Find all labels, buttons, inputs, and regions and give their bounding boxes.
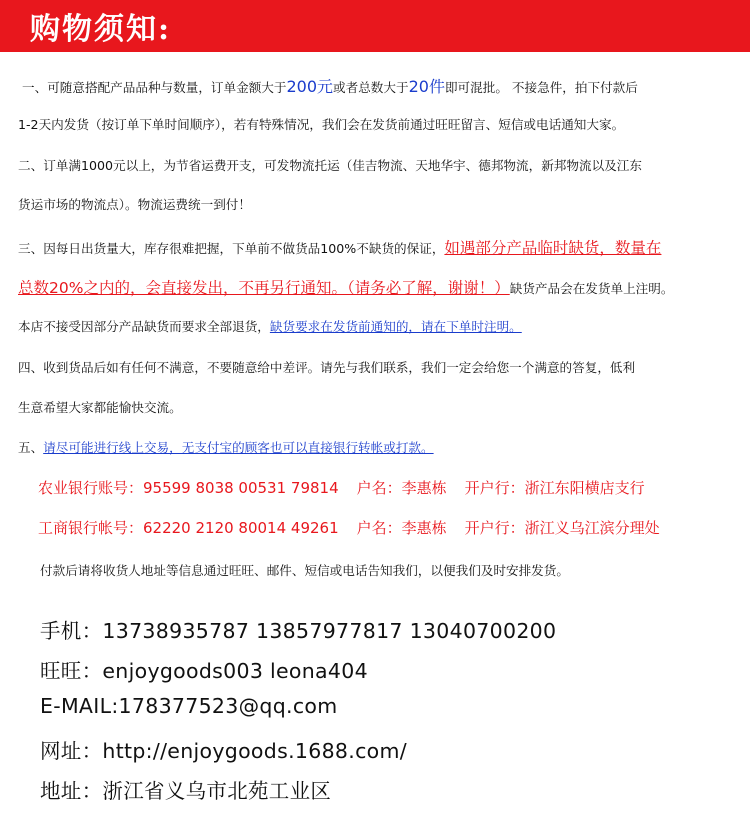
item1-amount: 200元 <box>286 77 334 96</box>
contact-address: 地址：浙江省义乌市北苑工业区 <box>40 779 332 803</box>
bank-account: 工商银行帐号：62220 2120 80014 49261 <box>38 519 339 537</box>
item3-text-3a: 本店不接受因部分产品缺货而要求全部退货， <box>18 319 270 334</box>
item5-line <box>18 437 434 456</box>
item3-line3 <box>18 316 522 335</box>
item4-line1: 四、收到货品后如有任何不满意，不要随意给中差评。请先与我们联系，我们一定会给您一个满意的答复，低利 <box>18 360 636 375</box>
contact-wangwang: 旺旺：enjoygoods003 leona404 <box>40 659 368 683</box>
item1-line1 <box>22 74 638 97</box>
after-payment-note: 付款后请将收货人地址等信息通过旺旺、邮件、短信或电话告知我们，以便我们及时安排发货。 <box>40 563 569 578</box>
item3-highlight-1: 如遇部分产品临时缺货，数量在 <box>444 239 662 257</box>
contact-email[interactable]: E-MAIL:178377523@qq.com <box>40 694 338 718</box>
bank-row-icbc <box>38 517 678 538</box>
item3-line2 <box>18 276 673 298</box>
item3-link-note[interactable]: 缺货要求在发货前通知的，请在下单时注明。 <box>269 319 522 334</box>
item2-line2: 货运市场的物流点）。物流运费统一到付！ <box>18 197 251 212</box>
item3-text-2b: 缺货产品会在发货单上注明。 <box>509 281 674 296</box>
item3-line1 <box>18 236 661 258</box>
item1-text-c: 即可混批。 不接急件，拍下付款后 <box>444 80 638 95</box>
item5-prefix: 五、 <box>18 440 44 455</box>
header-banner <box>0 0 750 52</box>
bank-branch: 开户行：浙江东阳横店支行 <box>464 479 645 497</box>
item1-line2: 1-2天内发货（按订单下单时间顺序），若有特殊情况，我们会在发货前通过旺旺留言、短信或电话通知大家。 <box>18 117 625 132</box>
bank-holder: 户名：李惠栋 <box>356 519 447 537</box>
item3-highlight-2: 总数20%之内的，会直接发出，不再另行通知。（请务必了解，谢谢！） <box>18 279 510 297</box>
item1-text-b: 或者总数大于 <box>333 80 409 95</box>
page-title: 购物须知: <box>30 12 172 47</box>
bank-account: 农业银行账号：95599 8038 00531 79814 <box>38 479 339 497</box>
item2-line1: 二、订单满1000元以上，为节省运费开支，可发物流托运（佳吉物流、天地华宇、德邦物流，新邦物流以及江东 <box>18 158 642 173</box>
item5-link[interactable]: 请尽可能进行线上交易，无支付宝的顾客也可以直接银行转帐或打款。 <box>43 440 434 455</box>
contact-website[interactable]: 网址：http://enjoygoods.1688.com/ <box>40 739 407 763</box>
bank-row-agri <box>38 477 663 498</box>
item1-text-a: 一、可随意搭配产品品种与数量，订单金额大于 <box>22 80 287 95</box>
item3-text-1a: 三、因每日出货量大，库存很难把握，下单前不做货品100%不缺货的保证， <box>18 241 445 256</box>
item1-count: 20件 <box>408 77 445 96</box>
bank-holder: 户名：李惠栋 <box>356 479 447 497</box>
contact-phone: 手机：13738935787 13857977817 13040700200 <box>40 619 557 643</box>
bank-branch: 开户行：浙江义乌江滨分理处 <box>464 519 660 537</box>
item4-line2: 生意希望大家都能愉快交流。 <box>18 400 182 415</box>
